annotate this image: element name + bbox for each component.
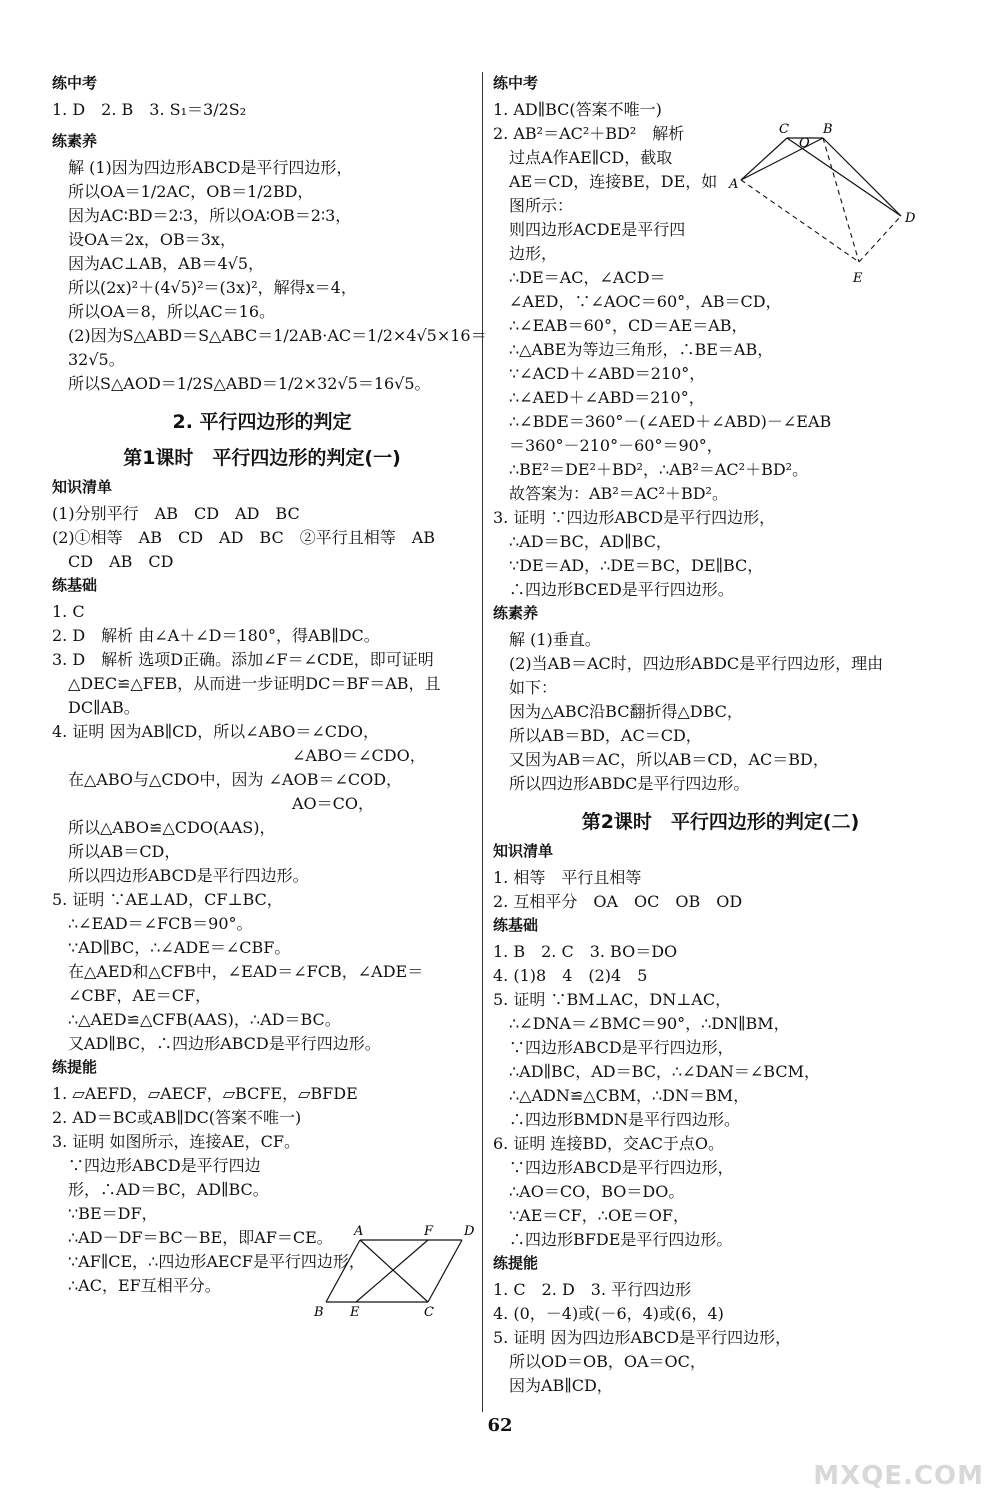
answer-line: ∵四边形ABCD是平行四边 xyxy=(68,1156,261,1175)
section-heading: 知识清单 xyxy=(52,478,113,496)
section-heading: 练提能 xyxy=(52,1058,98,1076)
answer-line: 5. 证明 ∵AE⊥AD，CF⊥BC， xyxy=(52,890,283,909)
answer-line: 4. (0，－4)或(－6，4)或(6，4) xyxy=(493,1304,724,1323)
answer-line: 1. C 2. D 3. 平行四边形 xyxy=(493,1280,692,1299)
section-title: 2. 平行四边形的判定 xyxy=(172,411,352,433)
answer-line: 4. 证明 因为AB∥CD，所以∠ABO＝∠CDO， xyxy=(52,722,379,741)
answer-line: ∴四边形BFDE是平行四边形。 xyxy=(509,1230,733,1249)
fig-label-o: O xyxy=(799,136,810,151)
answer-line: 2. AD＝BC或AB∥DC(答案不唯一) xyxy=(52,1108,302,1127)
answer-line: ∵DE＝AD，∴DE＝BC，DE∥BC， xyxy=(509,556,764,575)
answer-line: 在△ABO与△CDO中，因为 ∠AOB＝∠COD， xyxy=(68,770,403,789)
answer-line: 32√5。 xyxy=(68,350,125,369)
answer-line: 边形， xyxy=(509,244,558,263)
answer-line: ∴△ABE为等边三角形，∴BE＝AB， xyxy=(509,340,774,359)
section-heading: 练素养 xyxy=(52,132,98,150)
lesson-title: 第1课时 平行四边形的判定(一) xyxy=(123,447,401,469)
answer-line: DC∥AB。 xyxy=(68,698,140,717)
answer-line: 因为AB∥CD， xyxy=(509,1376,613,1395)
answer-line: 解 (1)垂直。 xyxy=(509,630,601,649)
answer-line: 所以OD＝OB，OA＝OC， xyxy=(509,1352,706,1371)
answer-line: (2)因为S△ABD＝S△ABC＝1/2AB·AC＝1/2×4√5×16＝ xyxy=(68,326,487,345)
section-heading: 知识清单 xyxy=(493,842,554,860)
answer-line: 2. D 解析 由∠A＋∠D＝180°，得AB∥DC。 xyxy=(52,626,380,645)
answer-line: ＝360°－210°－60°＝90°， xyxy=(509,436,723,455)
answer-line: 所以AB＝BD，AC＝CD， xyxy=(509,726,702,745)
answer-line: 所以△ABO≌△CDO(AAS)， xyxy=(68,818,276,837)
answer-line: ∴∠EAD＝∠FCB＝90°。 xyxy=(68,914,253,933)
answer-line: ∵AD∥BC，∴∠ADE＝∠CBF。 xyxy=(68,938,291,957)
section-heading: 练素养 xyxy=(493,604,539,622)
fig-label-b: B xyxy=(314,1305,324,1320)
answer-line: 因为AC⊥AB，AB＝4√5， xyxy=(68,254,265,273)
answer-line: CD AB CD xyxy=(68,552,174,571)
fig-label-c: C xyxy=(779,122,789,137)
answer-line: 设OA＝2x，OB＝3x， xyxy=(68,230,236,249)
answer-line: 又AD∥BC，∴四边形ABCD是平行四边形。 xyxy=(68,1034,381,1053)
answer-line: ∴BE²＝DE²＋BD²，∴AB²＝AC²＋BD²。 xyxy=(509,460,809,479)
parallelogram-figure xyxy=(310,1222,480,1322)
answer-line: △DEC≌△FEB，从而进一步证明DC＝BF＝AB，且 xyxy=(68,674,441,693)
geometry-figure xyxy=(725,120,925,290)
answer-line: 所以OA＝8，所以AC＝16。 xyxy=(68,302,276,321)
section-heading: 练中考 xyxy=(52,74,98,92)
section-heading: 练基础 xyxy=(52,576,98,594)
answer-line: ∴AD－DF＝BC－BE，即AF＝CE。 xyxy=(68,1228,333,1247)
answer-line: ∴△ADN≌△CBM，∴DN＝BM， xyxy=(509,1086,750,1105)
answer-line: 所以S△AOD＝1/2S△ABD＝1/2×32√5＝16√5。 xyxy=(68,374,431,393)
answer-line: 因为△ABC沿BC翻折得△DBC， xyxy=(509,702,743,721)
fig-label-e: E xyxy=(350,1305,360,1320)
fig-label-b: B xyxy=(823,122,833,137)
fig-label-a: A xyxy=(354,1224,364,1239)
fig-label-f: F xyxy=(424,1224,434,1239)
section-heading: 练提能 xyxy=(493,1254,539,1272)
answer-line: 3. D 解析 选项D正确。添加∠F＝∠CDE，即可证明 xyxy=(52,650,434,669)
watermark: MXQE.COM xyxy=(813,1461,984,1491)
answer-line: 所以OA＝1/2AC，OB＝1/2BD， xyxy=(68,182,314,201)
answer-line: 3. 证明 如图所示，连接AE，CF。 xyxy=(52,1132,301,1151)
answer-line: ∠ABO＝∠CDO， xyxy=(292,746,426,765)
answer-line: (1)分别平行 AB CD AD BC xyxy=(52,504,300,523)
answer-line: AE＝CD，连接BE，DE，如 xyxy=(509,172,718,191)
section-heading: 练基础 xyxy=(493,916,539,934)
answer-line: 故答案为：AB²＝AC²＋BD²。 xyxy=(509,484,728,503)
answer-line: ∴∠DNA＝∠BMC＝90°，∴DN∥BM， xyxy=(509,1014,790,1033)
fig-label-e: E xyxy=(853,271,863,286)
answer-line: (2)当AB＝AC时，四边形ABDC是平行四边形，理由 xyxy=(509,654,884,673)
fig-label-d: D xyxy=(464,1224,475,1239)
answer-line: ∴∠AED＋∠ABD＝210°， xyxy=(509,388,705,407)
answer-line: 所以(2x)²＋(4√5)²＝(3x)²，解得x＝4， xyxy=(68,278,357,297)
answer-line: 1. C xyxy=(52,602,85,621)
answer-line: ∵AE＝CF，∴OE＝OF， xyxy=(509,1206,689,1225)
section-heading: 练中考 xyxy=(493,74,539,92)
answer-line: 图所示： xyxy=(509,196,574,215)
answer-line: ∵BE＝DF， xyxy=(68,1204,158,1223)
answer-line: ∴四边形BMDN是平行四边形。 xyxy=(509,1110,740,1129)
column-divider xyxy=(482,72,483,1412)
answer-line: ∴DE＝AC，∠ACD＝ xyxy=(509,268,666,287)
answer-line: 所以四边形ABDC是平行四边形。 xyxy=(509,774,750,793)
answer-line: 3. 证明 ∵四边形ABCD是平行四边形， xyxy=(493,508,776,527)
answer-line: 因为AC∶BD＝2∶3，所以OA∶OB＝2∶3， xyxy=(68,206,352,225)
answer-line: 1. B 2. C 3. BO＝DO xyxy=(493,942,678,961)
answer-line: ∠CBF，AE＝CF， xyxy=(68,986,212,1005)
fig-label-c: C xyxy=(424,1305,434,1320)
answer-line: ∵AF∥CE，∴四边形AECF是平行四边形， xyxy=(68,1252,365,1271)
answer-line: 如下： xyxy=(509,678,558,697)
answer-line: 所以AB＝CD， xyxy=(68,842,181,861)
answer-line: 1. ▱AEFD，▱AECF，▱BCFE，▱BFDE xyxy=(52,1084,358,1103)
answer-line: ∴四边形BCED是平行四边形。 xyxy=(509,580,734,599)
answer-line: 2. 互相平分 OA OC OB OD xyxy=(493,892,743,911)
answer-line: 在△AED和△CFB中，∠EAD＝∠FCB，∠ADE＝ xyxy=(68,962,424,981)
answer-line: 1. AD∥BC(答案不唯一) xyxy=(493,100,662,119)
answer-line: (2)①相等 AB CD AD BC ②平行且相等 AB xyxy=(52,528,436,547)
answer-line: ∴△AED≌△CFB(AAS)，∴AD＝BC。 xyxy=(68,1010,341,1029)
answer-line: 过点A作AE∥CD，截取 xyxy=(509,148,673,167)
answer-line: 又因为AB＝AC，所以AB＝CD，AC＝BD， xyxy=(509,750,829,769)
answer-line: 5. 证明 因为四边形ABCD是平行四边形， xyxy=(493,1328,792,1347)
answer-line: ∠AED，∵∠AOC＝60°，AB＝CD， xyxy=(509,292,782,311)
answer-line: 1. D 2. B 3. S₁＝3/2S₂ xyxy=(52,100,247,119)
answer-line: 6. 证明 连接BD，交AC于点O。 xyxy=(493,1134,724,1153)
answer-line: ∴AD＝BC，AD∥BC， xyxy=(509,532,672,551)
fig-label-a: A xyxy=(729,177,739,192)
answer-line: AO＝CO， xyxy=(292,794,375,813)
answer-line: 则四边形ACDE是平行四 xyxy=(509,220,686,239)
answer-line: 形，∴AD＝BC，AD∥BC。 xyxy=(68,1180,269,1199)
answer-line: ∴AC，EF互相平分。 xyxy=(68,1276,221,1295)
answer-line: ∵四边形ABCD是平行四边形， xyxy=(509,1158,734,1177)
answer-line: 2. AB²＝AC²＋BD² 解析 xyxy=(493,124,685,143)
answer-line: ∴AO＝CO，BO＝DO。 xyxy=(509,1182,685,1201)
answer-line: ∴∠EAB＝60°，CD＝AE＝AB， xyxy=(509,316,748,335)
answer-line: 5. 证明 ∵BM⊥AC，DN⊥AC， xyxy=(493,990,732,1009)
answer-line: ∵∠ACD＋∠ABD＝210°， xyxy=(509,364,706,383)
lesson-title: 第2课时 平行四边形的判定(二) xyxy=(581,811,860,833)
fig-label-d: D xyxy=(905,211,916,226)
answer-line: 所以四边形ABCD是平行四边形。 xyxy=(68,866,309,885)
answer-line: ∴AD∥BC，AD＝BC，∴∠DAN＝∠BCM， xyxy=(509,1062,820,1081)
answer-line: ∵四边形ABCD是平行四边形， xyxy=(509,1038,734,1057)
answer-line: 解 (1)因为四边形ABCD是平行四边形， xyxy=(68,158,353,177)
answer-line: ∴∠BDE＝360°－(∠AED＋∠ABD)－∠EAB xyxy=(509,412,832,431)
answer-line: 1. 相等 平行且相等 xyxy=(493,868,642,887)
left-column xyxy=(52,72,487,1298)
page-number: 62 xyxy=(487,1415,513,1436)
answer-line: 4. (1)8 4 (2)4 5 xyxy=(493,966,648,985)
